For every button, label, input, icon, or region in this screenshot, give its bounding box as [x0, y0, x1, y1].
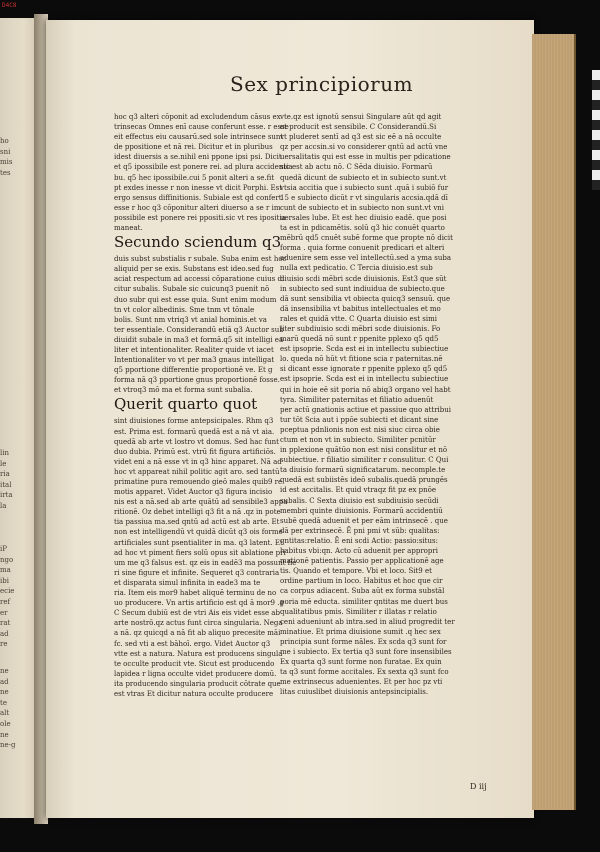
text-line: dā sunt sensibilia vt obiecta quicq3 sensuū. que	[280, 294, 451, 303]
margin-fragment-line: ne	[0, 730, 9, 739]
margin-fragment-line: mis	[0, 158, 13, 167]
margin-fragment-line: alt	[0, 709, 10, 718]
text-line: lapidea r ligna occulte videt producere domū.	[114, 669, 277, 678]
text-column-right	[280, 112, 455, 697]
text-line: duo dubia. Primū est. vtrū fit figura artificiōs.	[114, 447, 276, 456]
margin-fragment-group-d	[0, 666, 38, 751]
margin-fragment-line: re	[0, 640, 8, 649]
text-line: pt exdes inesse r non inesse vt dicit Porphi. Est	[114, 183, 283, 192]
text-line: tia passiua ma.sed qntū ad actū est ab arte. Et	[114, 518, 280, 527]
margin-fragment-line: sni	[0, 147, 11, 156]
text-line: forma . quia forme conuenit predicari et alteri	[280, 244, 445, 253]
text-line: vt pluderet sentī ad q3 est sic eē a nā occulte	[280, 133, 442, 142]
margin-fragment-line: ne	[0, 667, 9, 675]
text-line: si dicant esse ignorate r ppenite pplexo q5 qd5	[280, 365, 448, 374]
text-line: sic est ab actu nō. C Sēda diuisio. Formarū	[280, 163, 433, 172]
margin-fragment-group-a	[0, 136, 38, 178]
text-line: hoc q3 alteri cōponit ad excludendum cāsus ex	[114, 113, 281, 121]
text-line: subalis. C Sexta diuisio est subdiuisio secūdi	[280, 496, 439, 505]
text-line: ria. Item eis mor9 habet aliquē terminu de no	[114, 589, 277, 598]
text-line: ter essentiale. Considerandū etiā q3 Auctor sub	[114, 325, 284, 334]
text-line: tis. Quando et tempore. Vbi et loco. Sit9 et	[280, 567, 432, 576]
margin-fragment-line: le	[0, 459, 7, 468]
text-line: a nā. qz quicqd a nā fit ab aliquo precesite māi	[114, 629, 281, 638]
text-line: 15 e subiecto dicūt r vt singularis accsia.qdā dī	[280, 193, 448, 202]
text-line: est ipsoprie. Scda est ei in intellectu subiectiue	[280, 375, 449, 384]
text-line: q5 pportione differentie proportionē ve. Et g	[114, 366, 273, 375]
margin-fragment-line: irta	[0, 491, 13, 500]
margin-fragment-line: ref	[0, 597, 11, 606]
section-heading-secundo: Secundo sciendum q3	[114, 233, 282, 252]
margin-fragment-line: rat	[0, 619, 11, 628]
text-line: ta q3 sunt forme accitales. Ex sexta q3 sunt fco	[280, 668, 449, 677]
text-line: nis est a nā.sed ab arte quātū ad sensibile3 appa	[114, 498, 288, 507]
text-line: diuidit subale in ma3 et formā.q5 sit intelligi ea	[114, 335, 284, 344]
signature-mark: D iij	[470, 782, 487, 791]
text-line: tyra. Similiter paternitas et filiatio aduenūt	[280, 395, 434, 404]
text-line: artificiales sunt psentialiter in ma. q3 latent. Et	[114, 538, 283, 547]
text-line: in pplexione quātūo non est nisi conslitur et nō	[280, 446, 448, 455]
text-line: litas cuiuslibet diuisionis antepsincipialis.	[280, 688, 429, 697]
text-line: possibile est ponere rei ppositi.sic vt res ipositia	[114, 213, 286, 222]
text-line: dā insensibilia vt babitus intellectuales et mo	[280, 304, 441, 313]
paragraph-block-right	[280, 112, 455, 697]
text-line: um me q3 falsus est. qz eis in eadē3 ma possunt fie	[114, 558, 297, 567]
text-line: idest diuersis a se.nihil eni ppone ipsi psi. Dicit	[114, 153, 282, 162]
text-line: te occulte producit vte. Sicut est producendo	[114, 659, 275, 668]
margin-fragment-line: ma	[0, 566, 11, 575]
text-line: est vtras Et dicitur natura occulte producere	[114, 689, 274, 698]
text-line: tur tōt Scia aut i ppōe subiecti et dicant sine	[280, 415, 439, 424]
margin-fragment-line: ibi	[0, 576, 9, 585]
text-line: mēbrū qd5 cnuēt subē forme que propte nō dicit	[280, 234, 453, 243]
margin-fragment-group-b	[0, 448, 38, 512]
color-scale-strip	[592, 70, 600, 190]
margin-fragment-line: tes	[0, 168, 11, 177]
text-line: hoc vt appareat nihil politic agit aro. sed tantū	[114, 467, 280, 476]
margin-fragment-group-c	[0, 544, 38, 650]
text-line: et disparata simul infinita in eade3 ma te	[114, 578, 261, 587]
text-line: fc. sed vti a est bāhoī. ergo. Videt Auctor q3	[114, 639, 271, 648]
text-line: ceni adueniunt ab intra.sed in aliud progredit ter	[280, 617, 455, 626]
text-line: subē quedā aduenit et per eām intrinsecē . que	[280, 516, 448, 525]
margin-fragment-line: la	[0, 501, 7, 510]
margin-fragment-line: ad	[0, 629, 9, 638]
text-line: ordine partium in loco. Habitus et hoc que cir	[280, 577, 443, 586]
text-line: minatiue. Et prima diuisione sumit .q hec sex	[280, 627, 441, 636]
text-line: trinsecas Omnes enī cause conferunt esse. r esse	[114, 123, 289, 132]
text-line: me extrinsecus aduenientes. Et per hoc pz vti	[280, 678, 443, 687]
text-line: quedā ab arte vt lostro vt domus. Sed hac funt	[114, 437, 279, 446]
paragraph-block-1	[114, 112, 293, 233]
text-line: est. Prima est. formarū quedā est a nā vt aia.	[114, 427, 275, 436]
text-line: in subiecto sed sunt indiuidua de subiecto.que	[280, 284, 445, 293]
text-line: rales et quidā vtte. C Quarta diuisio est simi	[280, 314, 437, 323]
text-line: et q5 ipossibile est ponere rei. ad plura accidentia	[114, 163, 293, 172]
text-line: motis apparet. Videt Auctor q3 figura incisio	[114, 488, 273, 497]
text-line: ta diuisio formarū significatarum. necomple.te	[280, 466, 446, 475]
margin-fragment-line: ne	[0, 688, 9, 697]
text-line: aliquid per se exis. Substans est ideo.sed fug	[114, 265, 274, 274]
text-line: vte.qz est ignotū sensui Singulare aūt qd agit	[280, 113, 442, 121]
text-line: est ipsoprie. Scda est ei in intellectu subiectiue	[280, 345, 449, 354]
text-line: ritionē. Oz debet intelligi q3 fit a nā .qz in pote	[114, 508, 281, 517]
text-line: et vtroq3 mō ma et forma sunt subalia.	[114, 386, 253, 395]
text-line: quedā est subiistēs ideō subalis.quedā prungēs	[280, 476, 448, 485]
text-line: bolis. Sunt nm vtriq3 vt anial hominis.et va	[114, 315, 267, 324]
margin-fragment-line: ngo	[0, 555, 14, 564]
running-head: Sex principiorum	[230, 72, 414, 96]
text-line: liter et intentionaliter. Realiter quide vt iacet	[114, 345, 274, 354]
margin-fragment-line: ne-g	[0, 741, 16, 750]
fore-edge-pages	[532, 34, 576, 810]
text-line: marū quedā nō sunt r ppenite pplexo q5 qd5	[280, 335, 439, 344]
text-line: bu. q5 hec ipossibile.cui 5 ponit alteri a se.fit	[114, 173, 275, 182]
text-line: dā per extrinsecē. Ē pni pmi vt sūb: qualitas:	[280, 526, 440, 535]
text-line: membri quinte diuisionis. Formarū accidentiū	[280, 506, 443, 515]
text-line: C Secum dubiū est de vtri Ais eis videt esse ab	[114, 609, 280, 618]
text-line: ri sine figure et infinite. Sequeret q3 contraria	[114, 568, 280, 577]
margin-fragment-line: lin	[0, 449, 9, 457]
text-line: liter subdiuisio scdi mēbri scde diuisionis. Fo	[280, 324, 441, 333]
text-line: vtte est a natura. Natura est producens singula	[114, 649, 283, 658]
text-line: ergo sensus diffinitionis. Subiale est qd confert	[114, 193, 282, 202]
scan-mark: D4C8	[2, 2, 17, 9]
text-line: citur subalis. Subale sic cuicunq3 puenit nō	[114, 285, 270, 294]
text-line: eit effectus eiu causarū.sed sole intrinsece sunt	[114, 133, 284, 142]
text-line: aduenire sem esse vel intellectū.sed a yma suba	[280, 254, 451, 263]
text-line: pceptua pdnlionis non est nisi siuc circa obie	[280, 425, 440, 434]
margin-fragment-line: ital	[0, 480, 12, 489]
text-line: Intentionaliter vo vt per ma3 gnaus intelligat	[114, 356, 275, 365]
text-line: nulla ext pedicatio. C Tercia diuisio.est sub	[280, 264, 433, 273]
margin-fragment-line: ria	[0, 470, 10, 479]
margin-fragment-line: te	[0, 698, 7, 707]
margin-fragment-line: ad	[0, 677, 9, 686]
text-line: qz per accsin.si vo considerer qntū ad actū vne	[280, 143, 448, 152]
section-heading-querit: Querit quarto quot	[114, 395, 258, 414]
text-line: aciat respectum ad accessi cōparatione cuius di	[114, 275, 285, 284]
text-line: ta est in pdicamētis. solū q3 hic conuēt quarto	[280, 224, 445, 233]
text-line: qualitatibus pmis. Similiter r illatas r relatio	[280, 607, 437, 616]
text-line: uo producere. Vn artis artificio est qd ā mor9 .g	[114, 599, 284, 608]
text-line: qui in hoie eē sit poria nō abiq3 organo vel habt	[280, 385, 451, 394]
margin-fragment-line: ecie	[0, 587, 15, 596]
paragraph-block-2	[114, 254, 287, 395]
text-line: cunt de subiecto et in subiecto non sunt.vt vni	[280, 203, 445, 212]
text-line: per actū gnationis actiue et passiue quo attribui	[280, 405, 452, 414]
text-line: arte nostrō.qz actus funt circa singularia. Nega	[114, 619, 283, 628]
text-line: primatine pura remouendo gieō males quib9 re	[114, 478, 283, 486]
text-line: esse r hoc q3 cōponitur alteri diuerso a se r im	[114, 203, 281, 212]
margin-fragment-line: ho	[0, 137, 9, 145]
text-line: sint diuisiones forme antepsicipales. Rhm q3	[114, 417, 274, 426]
margin-fragment-line: iP	[0, 545, 7, 553]
text-line: duis subst substialis r subale. Suba enim est hoc	[114, 255, 287, 264]
text-line: poria mē educta. similiter qntitas me duert bus	[280, 597, 448, 606]
text-line: ca corpus adiacent. Suba aūt ex forma substāl	[280, 587, 445, 596]
text-line: diuisio scdi mēbri scde diuisionis. Est3 que sūt	[280, 274, 447, 283]
text-line: de ppositione et nā rei. Dicitur et in pluribus	[114, 143, 273, 152]
text-line: habitus vbi:qn. Acto cū aduenit per appropri	[280, 547, 438, 556]
text-line: maneat.	[114, 224, 143, 233]
text-column-left	[114, 112, 297, 699]
text-line: forma nā q3 pportione gnus proportionē fosse.	[114, 376, 280, 385]
text-line: vtsia accitia que i subiecto sunt .quā i subiō fur	[280, 183, 449, 192]
text-line: non est intelligendū vt quidā dicūt q3 ois forme	[114, 528, 283, 537]
text-line: Ex quarta q3 sunt forme non furatae. Ex quin	[280, 658, 442, 667]
text-line: uersales lube. Et est hec diuisio eadē. que posi	[280, 213, 447, 222]
text-line: principia sunt forme nāles. Ex scda q3 sunt for	[280, 637, 447, 646]
text-line: tn vt color albedinis. Sme tnm vt tōnale	[114, 305, 255, 314]
text-line: qntitas:relatio. Ē eni scdi Actio: passio:situs:	[280, 536, 438, 545]
margin-fragment-line: er	[0, 608, 8, 617]
text-line: mationē patientis. Passio per applicationē age	[280, 557, 444, 566]
text-line: me i subiecto. Ex tertia q3 sunt fore insensibiles	[280, 647, 452, 656]
text-line: subiectiue. r filiatio similiter r consulitur. C Qui	[280, 456, 449, 465]
text-line: quedā dicunt de subiecto et in subiecto sunt.vt	[280, 173, 447, 182]
text-line: uersalitatis qui est esse in multis per pdicatione	[280, 153, 451, 162]
text-line: et producit est sensibile. C Considerandū.Si	[280, 123, 437, 132]
text-line: duo subr qui est esse quia. Sunt enim modum	[114, 295, 277, 304]
text-line: videt eni a nā esse vt in q3 hinc apparet. Nā ad	[114, 457, 282, 466]
text-line: lo. queda nō hūt vt fitione scia r paternitas.nē	[280, 355, 443, 364]
paragraph-block-3	[114, 416, 297, 699]
margin-fragment-line: ole	[0, 719, 11, 728]
text-line: id est accitalis. Et quid vtraqz fit pz ex pnōe	[280, 486, 437, 495]
text-line: ctum et non vt in subiecto. Similiter pcnitūr	[280, 436, 436, 444]
text-line: ita producendo singularia producit cōtrate que	[114, 679, 281, 688]
text-line: ad hoc vt piment fiers solū opus sit ablatione pri	[114, 548, 286, 557]
